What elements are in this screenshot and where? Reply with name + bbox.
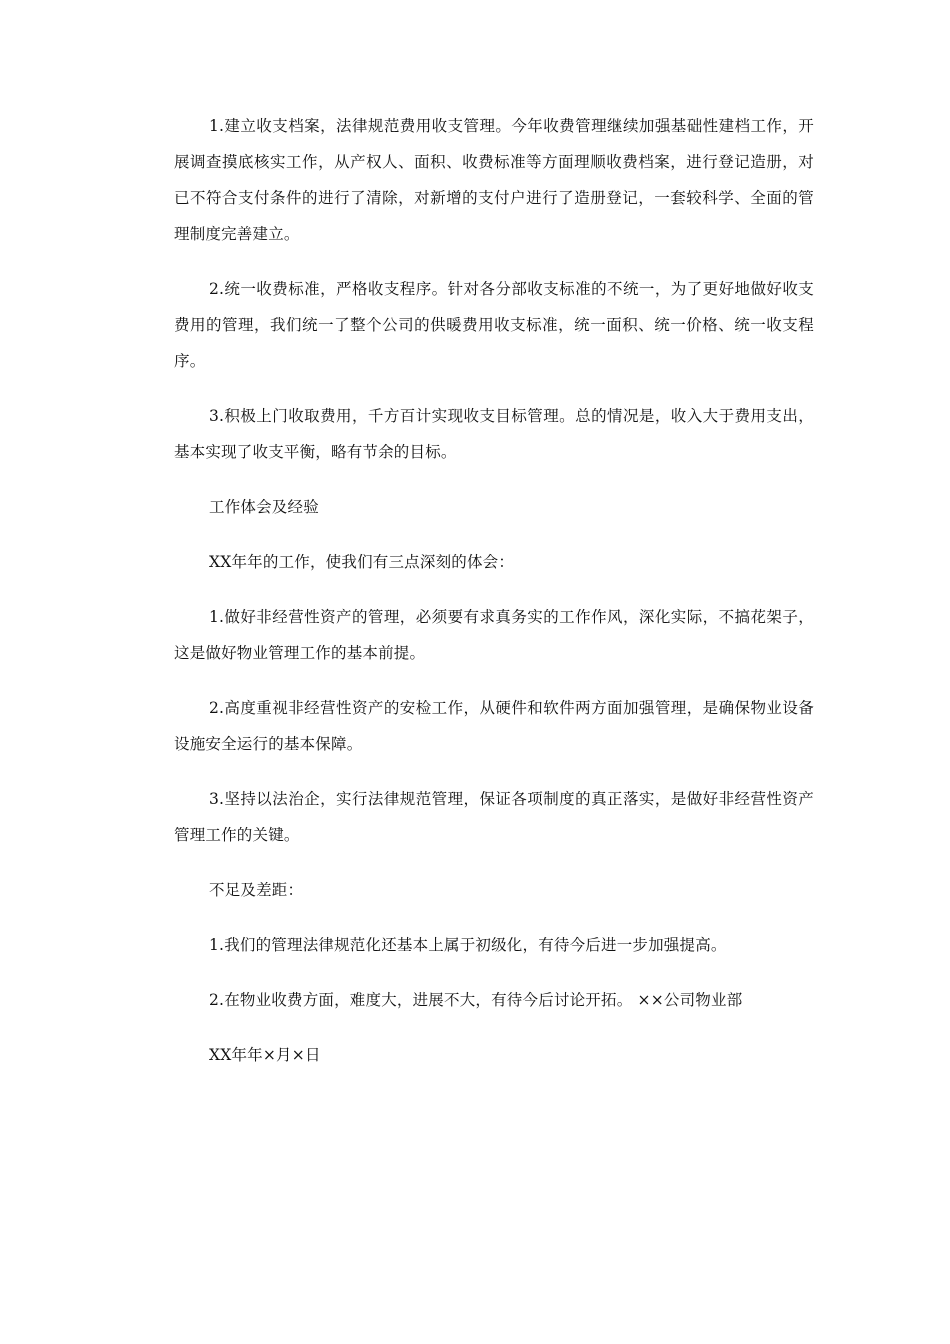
- paragraph-shortcoming-2: 2.在物业收费方面，难度大，进展不大，有待今后讨论开拓。 ××公司物业部: [209, 991, 743, 1009]
- section-heading-shortcomings: 不足及差距：: [209, 881, 304, 899]
- paragraph-archive: 1.建立收支档案，法律规范费用收支管理。今年收费管理继续加强基础性建档工作，开展调查摸底核实工作，从产权人、面积、收费标准等方面理顺收费档案，进行登记造册，对已不符合支付条件的进行了清除，对新增的支付户进行了造册登记，一套较科学、全面的管理制度完善建立。: [174, 117, 814, 243]
- paragraph-shortcoming-1: 1.我们的管理法律规范化还基本上属于初级化，有待今后进一步加强提高。: [209, 936, 727, 954]
- date-line: XX年年×月×日: [209, 1046, 321, 1064]
- paragraph-experience-3: 3.坚持以法治企，实行法律规范管理，保证各项制度的真正落实，是做好非经营性资产管理工作的关键。: [174, 790, 814, 844]
- paragraph-intro: XX年年的工作，使我们有三点深刻的体会：: [209, 553, 515, 571]
- paragraph-fee-standard: 2.统一收费标准，严格收支程序。针对各分部收支标准的不统一，为了更好地做好收支费用的管理，我们统一了整个公司的供暖费用收支标准，统一面积、统一价格、统一收支程序。: [174, 280, 814, 370]
- paragraph-collection: 3.积极上门收取费用，千方百计实现收支目标管理。总的情况是，收入大于费用支出，基本实现了收支平衡，略有节余的目标。: [174, 407, 814, 461]
- paragraph-experience-1: 1.做好非经营性资产的管理，必须要有求真务实的工作作风，深化实际，不搞花架子，这是做好物业管理工作的基本前提。: [174, 608, 814, 662]
- paragraph-experience-2: 2.高度重视非经营性资产的安检工作，从硬件和软件两方面加强管理，是确保物业设备设施安全运行的基本保障。: [174, 699, 814, 753]
- document-body: [174, 108, 814, 1073]
- section-heading-experience: 工作体会及经验: [209, 498, 319, 516]
